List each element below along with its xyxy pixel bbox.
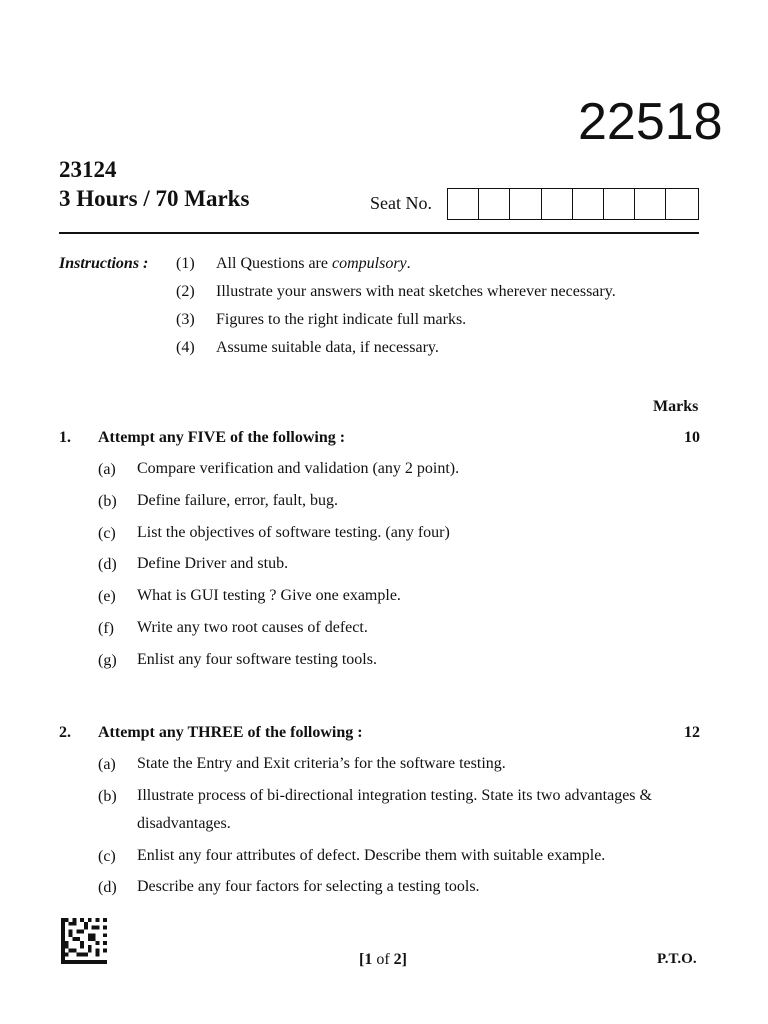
seat-box [448, 189, 479, 219]
seat-box [604, 189, 635, 219]
subquestion-label: (c) [98, 525, 116, 542]
question-number: 1. [59, 429, 71, 446]
instruction-number: (2) [176, 283, 195, 300]
subquestion-label: (b) [98, 493, 117, 510]
question-title: Attempt any FIVE of the following : [98, 429, 346, 446]
subquestion-label: (c) [98, 848, 116, 865]
subquestion-label: (f) [98, 620, 114, 637]
marks-heading: Marks [653, 398, 699, 415]
paper-code: 23124 [59, 157, 117, 182]
question-title: Attempt any THREE of the following : [98, 724, 363, 741]
seat-box [542, 189, 573, 219]
seat-box [666, 189, 697, 219]
instruction-text: All Questions are compulsory. [216, 255, 411, 272]
subquestion-text: State the Entry and Exit criteria’s for the software testing. [137, 755, 506, 772]
subquestion-text: Define failure, error, fault, bug. [137, 492, 339, 509]
subquestion-label: (g) [98, 652, 117, 669]
subquestion-label: (a) [98, 461, 116, 478]
subquestion-text: List the objectives of software testing. (any four) [137, 524, 450, 541]
datamatrix-code-icon [60, 918, 108, 964]
question-marks: 12 [684, 724, 700, 741]
duration-marks: 3 Hours / 70 Marks [59, 186, 250, 211]
seat-label: Seat No. [370, 193, 432, 213]
instruction-text: Illustrate your answers with neat sketches wherever necessary. [216, 283, 616, 300]
subquestion-text: What is GUI testing ? Give one example. [137, 587, 401, 604]
pto-label: P.T.O. [657, 951, 697, 967]
subquestion-text: Illustrate process of bi-directional integration testing. State its two advantages & disadvantages. [137, 787, 652, 832]
question-marks: 10 [684, 429, 700, 446]
seat-number-boxes [447, 188, 699, 220]
seat-box [635, 189, 666, 219]
subquestion-text: Define Driver and stub. [137, 555, 289, 572]
subquestion-label: (a) [98, 756, 116, 773]
instruction-number: (1) [176, 255, 195, 272]
instructions-label: Instructions : [59, 255, 149, 272]
instruction-number: (3) [176, 311, 195, 328]
instruction-text: Assume suitable data, if necessary. [216, 339, 439, 356]
page-number: [1 of 2] [359, 951, 407, 968]
seat-box [573, 189, 604, 219]
subquestion-text: Enlist any four attributes of defect. Describe them with suitable example. [137, 847, 606, 864]
subquestion-label: (d) [98, 879, 117, 896]
subquestion-label: (b) [98, 788, 117, 805]
subquestion-text: Write any two root causes of defect. [137, 619, 368, 636]
instruction-number: (4) [176, 339, 195, 356]
subquestion-text: Compare verification and validation (any 2 point). [137, 460, 460, 477]
subquestion-label: (e) [98, 588, 116, 605]
instruction-text: Figures to the right indicate full marks. [216, 311, 467, 328]
question-number: 2. [59, 724, 71, 741]
subquestion-label: (d) [98, 556, 117, 573]
seat-box [510, 189, 541, 219]
subject-code: 22518 [578, 93, 723, 151]
subquestion-text: Describe any four factors for selecting a testing tools. [137, 878, 480, 895]
subquestion-text: Enlist any four software testing tools. [137, 651, 377, 668]
seat-box [479, 189, 510, 219]
header-divider [59, 232, 699, 234]
